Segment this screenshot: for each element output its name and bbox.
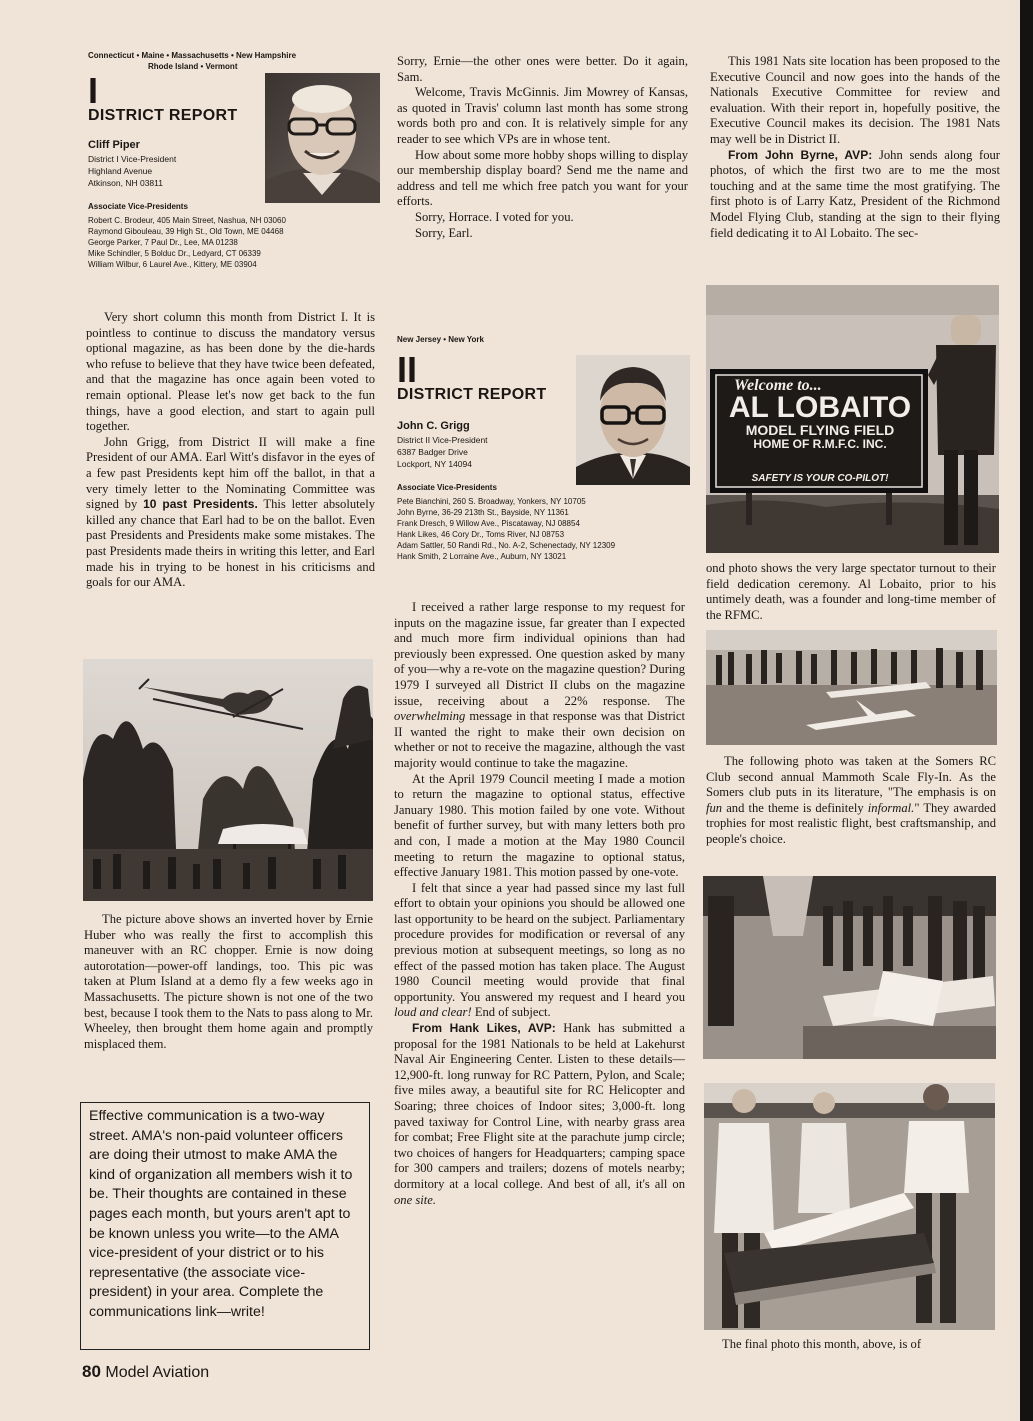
district2-vp-title: District II Vice-President xyxy=(397,435,488,446)
communication-callout: Effective communication is a two-way street. AMA's non-paid volunteer officers are doing their utmost to make AMA the kind of organization all members wish it to be. Their thoughts are contained in these pages each month, but yours aren't apt to be known unless you write—to the AMA vice-president of your district or to his representative (the associate vice-president) in your area. Complete the communications link—write! xyxy=(80,1102,370,1350)
district1-assoc-item: Robert C. Brodeur, 405 Main Street, Nashua, NH 03060 xyxy=(88,215,286,225)
helicopter-photo-caption: The picture above shows an inverted hover by Ernie Huber who was really the first to accomplish this maneuver with an RC chopper. Ernie is now doing autorotation—power-off landings, too. This pic was taken at Plum Island at a demo fly a few weeks ago in Massachusetts. The picture shown is not one of the two best, because I took them to the Nats to pass along to Mr. Wheeley, then brought them home again and promptly misplaced them. xyxy=(84,912,373,1051)
district2-vp-city: Lockport, NY 14094 xyxy=(397,459,472,470)
sign-club-text: HOME OF R.M.F.C. INC. xyxy=(753,437,887,451)
al-lobaito-sign-photo xyxy=(706,285,999,553)
district1-numeral: I xyxy=(88,70,99,111)
spectator-crowd-photo xyxy=(706,630,997,745)
district1-paragraph: Very short column this month from District I. It is pointless to continue to discuss the mandatory versus optional magazine, as has been done by the die-hards who refuse to believe that they have twice been defeated, and that the magazine has once again been voted to remain optional. Please let's now get back to the fun things, have a good election, and start to again pull together. xyxy=(86,310,375,434)
right-paragraph: This 1981 Nats site location has been proposed to the Executive Council and now goes into the hands of the Nationals Executive Committee for review and evaluation. With their report in, hopefully positive, the Executive Council makes its decision. The 1981 Nats may well be in District II. xyxy=(710,54,1000,146)
cliff-piper-portrait xyxy=(265,73,380,203)
district2-assoc-item: Pete Bianchini, 260 S. Broadway, Yonkers, NY 10705 xyxy=(397,496,586,506)
district2-assoc-item: Hank Smith, 2 Lorraine Ave., Auburn, NY 13021 xyxy=(397,551,567,561)
district2-vp-name: John C. Grigg xyxy=(397,419,470,432)
john-grigg-portrait xyxy=(576,355,690,485)
page-number: 80 xyxy=(82,1362,101,1381)
district2-paragraph: I received a rather large response to my request for inputs on the magazine issue, far greater than I expected and much more firm individual opinions than had previously been expressed. One question asked by many of you—why a re-vote on the magazine question? During 1979 I surveyed all District II clubs on the magazine issue, receiving about a 22% response. The overwhelming message in that response was that District II wanted the right to make their own decision on whether or not to receive the magazine, although the vast majority would continue to take the magazine. xyxy=(394,600,685,770)
sign-welcome-text: Welcome to... xyxy=(734,377,822,394)
district1-assoc-item: William Wilbur, 6 Laurel Ave., Kittery, ME 03904 xyxy=(88,259,257,269)
district2-body xyxy=(394,600,685,1208)
district2-paragraph: I felt that since a year had passed since my last full effort to obtain your opinions you should be allowed one last opportunity to be heard on the subject. Parliamentary procedure provides for modification or reversal of any previous motion at subsequent meetings, so long as no effect of the passed motion has taken place. The August 1980 Council meeting would provide that final opportunity. You answered my request and I heard you loud and clear! End of subject. xyxy=(394,880,685,1020)
district1-body xyxy=(86,310,375,591)
right-paragraph: The final photo this month, above, is of xyxy=(722,1337,922,1351)
scan-edge xyxy=(1020,0,1033,1421)
sign-name-text: AL LOBAITO xyxy=(728,391,912,424)
district2-assoc-item: Adam Sattler, 50 Randi Rd., No. A-2, Schenectady, NY 12309 xyxy=(397,540,616,550)
middle-paragraph: Sorry, Earl. xyxy=(415,225,473,240)
district2-assoc-item: Hank Likes, 46 Cory Dr., Toms River, NJ 08753 xyxy=(397,529,565,539)
middle-paragraph: Sorry, Horrace. I voted for you. xyxy=(415,209,574,224)
sign-safety-text: SAFETY IS YOUR CO-PILOT! xyxy=(751,473,889,484)
district2-states: New Jersey • New York xyxy=(397,335,484,344)
district2-vp-street: 6387 Badger Drive xyxy=(397,447,468,458)
district1-vp-city: Atkinson, NH 03811 xyxy=(88,178,163,189)
district1-assoc-item: Mike Schindler, 5 Bolduc Dr., Ledyard, CT 06339 xyxy=(88,248,261,258)
district2-assoc-item: Frank Dresch, 9 Willow Ave., Piscataway, NJ 08854 xyxy=(397,518,580,528)
district1-states: Connecticut • Maine • Massachusetts • New Hampshire Rhode Island • Vermont xyxy=(88,51,297,71)
district2-assoc-heading: Associate Vice-Presidents xyxy=(397,483,497,493)
final-group-photo xyxy=(704,1083,995,1330)
district1-assoc-item: Raymond Gibouleau, 39 High St., Old Town, ME 04468 xyxy=(88,226,284,236)
district1-vp-name: Cliff Piper xyxy=(88,138,140,151)
district2-numeral: II xyxy=(397,349,418,390)
right-paragraph: From John Byrne, AVP: John sends along four photos, of which the first two are to me the most touching and at the same time the most gratifying. The first photo is of Larry Katz, President of the Richmond Model Flying Club, standing at the sign to their flying field dedicating it to Al Lobaito. The sec- xyxy=(710,147,1000,240)
district2-paragraph: At the April 1979 Council meeting I made a motion to return the magazine to optional status, effective January 1980. This motion failed by one vote. Without benefit of further survey, but with many letters both pro and con, I made a motion at the May 1980 Council meeting to return the magazine to optional status, effective January 1981. This motion passed by one-vote. xyxy=(394,771,685,880)
district1-paragraph: John Grigg, from District II will make a fine President of our AMA. Earl Witt's disfavor in the eyes of a few past Presidents kept him off the ballot, in that a very timely letter to the Nominating Committee was signed by 10 past Presidents. This letter absolutely killed any chance that Earl had to be on the ballot. Even past Presidents and Presidents make some mistakes. The past Presidents made theirs in writing this letter, and Earl made his in trying to be honest in his criticisms and goals for our AMA. xyxy=(86,434,376,590)
middle-paragraph: How about some more hobby shops willing to display our membership display board? Send me the name and address and tell me which free patch you want for your efforts. xyxy=(397,147,688,209)
district1-vp-title: District I Vice-President xyxy=(88,154,177,165)
district1-assoc-heading: Associate Vice-Presidents xyxy=(88,202,188,212)
district2-title: DISTRICT REPORT xyxy=(397,386,547,403)
page-folio xyxy=(82,1362,209,1382)
magazine-name: Model Aviation xyxy=(105,1364,210,1381)
district1-title: DISTRICT REPORT xyxy=(88,107,238,124)
district1-vp-street: Highland Avenue xyxy=(88,166,153,177)
middle-paragraph: Sorry, Ernie—the other ones were better. Do it again, Sam. xyxy=(397,54,688,84)
sign-field-text: MODEL FLYING FIELD xyxy=(745,422,895,438)
helicopter-photo xyxy=(83,659,373,901)
middle-paragraph: Welcome, Travis McGinnis. Jim Mowrey of Kansas, as quoted in Travis' column last month has some strong words both pro and con. It is relatively simple for any reader to see which VPs are in whose tent. xyxy=(397,85,688,146)
district2-paragraph: From Hank Likes, AVP: Hank has submitted a proposal for the 1981 Nationals to be held at Lakehurst Naval Air Engineering Center. Listen to these details—12,900-ft. long runway for RC Pattern, Pylon, and Scale; five miles away, a beautiful site for RC Helicopter and Soaring; three choices of Indoor sites; 3,000-ft. long paved taxiway for Control Line, with nearby grass area for combat; Free Flight site at the parachute jump circle; two choices of hangers for Headquarters; camping space for 300 campers and trailers; dozens of motels nearby; dormitory at a local college. And best of all, it's all on one site. xyxy=(394,1021,686,1207)
district2-assoc-item: John Byrne, 36-29 213th St., Bayside, NY 11361 xyxy=(397,507,569,517)
scale-fly-in-photo xyxy=(703,876,996,1059)
district1-assoc-item: George Parker, 7 Paul Dr., Lee, MA 01238 xyxy=(88,237,238,247)
right-paragraph: The following photo was taken at the Somers RC Club second annual Mammoth Scale Fly-In. As the Somers club puts in its literature, "The emphasis is on fun and the theme is definitely informal." They awarded trophies for most realistic flight, best craftsmanship, and people's choice. xyxy=(706,754,997,846)
middle-top-text xyxy=(397,54,688,241)
right-paragraph: ond photo shows the very large spectator turnout to their field dedication ceremony. Al Lobaito, prior to his untimely death, was a founder and long-time member of the RFMC. xyxy=(706,561,996,622)
right-top-text xyxy=(710,54,1000,241)
